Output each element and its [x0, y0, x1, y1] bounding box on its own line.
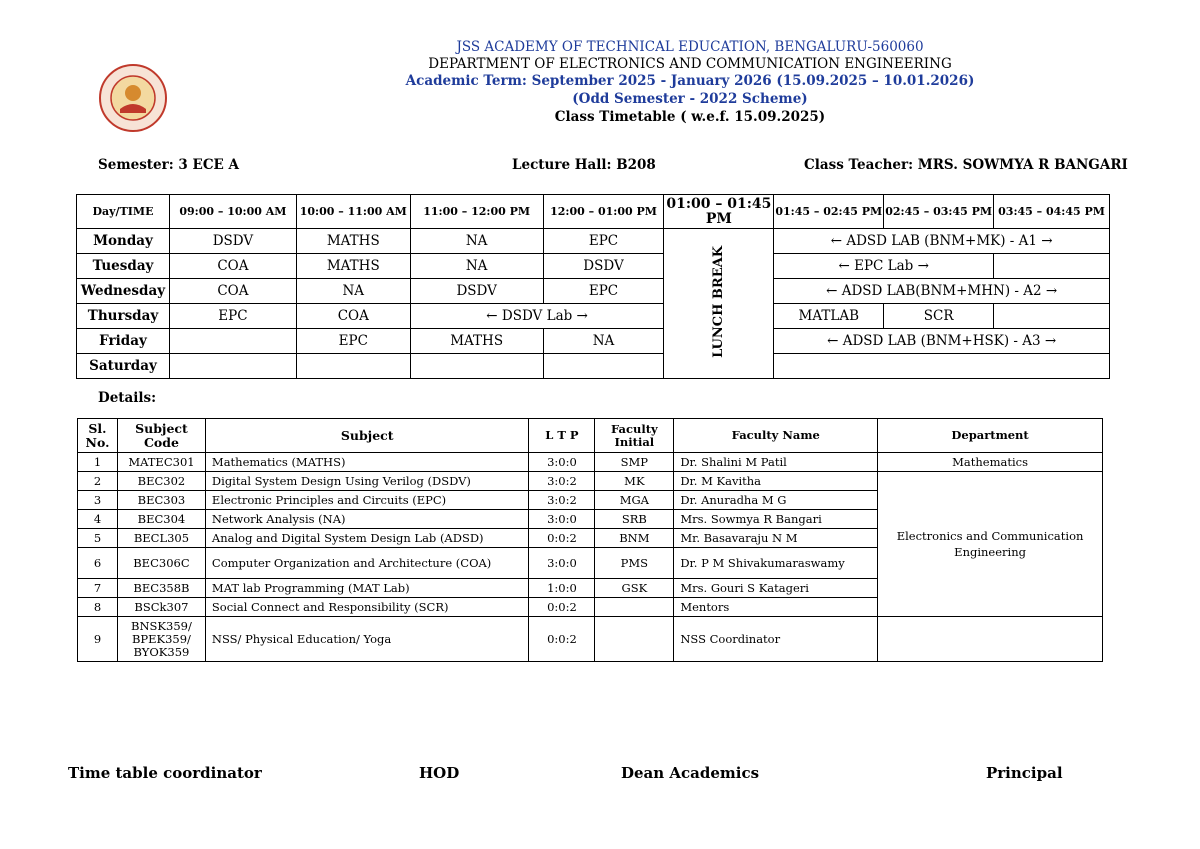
subject-name: Electronic Principles and Circuits (EPC) [205, 491, 529, 510]
college-logo [98, 63, 168, 133]
faculty-name: Dr. Anuradha M G [674, 491, 878, 510]
empty-cell [994, 304, 1110, 329]
period-cell: MATHS [296, 254, 410, 279]
subject-details-table [77, 418, 1103, 662]
signature-hod: HOD [419, 764, 460, 782]
period-cell: COA [169, 279, 296, 304]
timetable-row-tuesday [77, 254, 1110, 279]
faculty-initial: BNM [595, 529, 674, 548]
timetable-row-monday [77, 229, 1110, 254]
slot-header: 01:00 – 01:45 PM [664, 195, 774, 229]
ltp: 0:0:2 [529, 529, 595, 548]
period-cell: MATLAB [774, 304, 884, 329]
subject-code: BSCk307 [117, 598, 205, 617]
period-cell: SCR [884, 304, 994, 329]
ltp: 0:0:2 [529, 598, 595, 617]
sl-no: 9 [78, 617, 118, 662]
col-header: Subject Code [117, 419, 205, 453]
ltp: 1:0:0 [529, 579, 595, 598]
slot-header: 12:00 – 01:00 PM [543, 195, 664, 229]
sl-no: 1 [78, 453, 118, 472]
slot-header: 10:00 – 11:00 AM [296, 195, 410, 229]
lab-cell: ← ADSD LAB (BNM+MK) - A1 → [774, 229, 1110, 254]
period-cell: EPC [169, 304, 296, 329]
timetable-row-saturday [77, 354, 1110, 379]
faculty-initial: MGA [595, 491, 674, 510]
day-label: Friday [77, 329, 170, 354]
subject-code: BNSK359/ BPEK359/ BYOK359 [117, 617, 205, 662]
sl-no: 5 [78, 529, 118, 548]
sl-no: 4 [78, 510, 118, 529]
faculty-name: Mrs. Gouri S Katageri [674, 579, 878, 598]
department-cell: Mathematics [878, 453, 1103, 472]
sl-no: 8 [78, 598, 118, 617]
subject-name: Digital System Design Using Verilog (DSDV) [205, 472, 529, 491]
semester-label: Semester: 3 ECE A [98, 157, 240, 173]
period-cell: DSDV [410, 279, 543, 304]
signature-dean: Dean Academics [621, 764, 760, 782]
period-cell: MATHS [410, 329, 543, 354]
semester-scheme: (Odd Semester - 2022 Scheme) [572, 91, 808, 107]
empty-cell [169, 329, 296, 354]
slot-header: 03:45 – 04:45 PM [994, 195, 1110, 229]
faculty-name: Dr. M Kavitha [674, 472, 878, 491]
lunch-break-label: LUNCH BREAK [711, 245, 727, 358]
slot-header: 09:00 – 10:00 AM [169, 195, 296, 229]
timetable-header-row [77, 195, 1110, 229]
period-cell: NA [296, 279, 410, 304]
col-header: Sl. No. [78, 419, 118, 453]
details-header-row [78, 419, 1103, 453]
day-label: Saturday [77, 354, 170, 379]
academic-term: Academic Term: September 2025 - January 2026 (15.09.2025 – 10.01.2026) [405, 73, 975, 89]
subject-name: Network Analysis (NA) [205, 510, 529, 529]
faculty-name: Mrs. Sowmya R Bangari [674, 510, 878, 529]
ltp: 3:0:0 [529, 510, 595, 529]
slot-header: 01:45 – 02:45 PM [774, 195, 884, 229]
lab-cell: ← EPC Lab → [774, 254, 994, 279]
period-cell: EPC [543, 229, 664, 254]
table-row [78, 453, 1103, 472]
day-label: Thursday [77, 304, 170, 329]
col-header: Faculty Initial [595, 419, 674, 453]
empty-cell [994, 254, 1110, 279]
subject-name: Analog and Digital System Design Lab (ADSD) [205, 529, 529, 548]
day-label: Tuesday [77, 254, 170, 279]
department-cell [878, 617, 1103, 662]
period-cell: DSDV [543, 254, 664, 279]
empty-cell [410, 354, 543, 379]
lunch-break-cell [664, 229, 774, 379]
sl-no: 6 [78, 548, 118, 579]
faculty-name: Mentors [674, 598, 878, 617]
institution-name: JSS ACADEMY OF TECHNICAL EDUCATION, BENGALURU-560060 [456, 39, 924, 55]
ltp: 3:0:0 [529, 453, 595, 472]
timetable-title: Class Timetable ( w.e.f. 15.09.2025) [554, 109, 826, 125]
empty-cell [169, 354, 296, 379]
subject-name: MAT lab Programming (MAT Lab) [205, 579, 529, 598]
faculty-initial [595, 617, 674, 662]
col-header: Faculty Name [674, 419, 878, 453]
slot-header: 11:00 – 12:00 PM [410, 195, 543, 229]
faculty-name: Mr. Basavaraju N M [674, 529, 878, 548]
subject-code: BECL305 [117, 529, 205, 548]
subject-name: Computer Organization and Architecture (COA) [205, 548, 529, 579]
details-label: Details: [98, 390, 157, 406]
period-cell: COA [169, 254, 296, 279]
period-cell: EPC [296, 329, 410, 354]
table-row [78, 617, 1103, 662]
faculty-initial: PMS [595, 548, 674, 579]
period-cell: EPC [543, 279, 664, 304]
department-cell: Electronics and Communication Engineering [878, 472, 1103, 617]
signature-principal: Principal [986, 764, 1063, 782]
day-time-header: Day/TIME [77, 195, 170, 229]
timetable-grid [76, 194, 1110, 379]
empty-cell [296, 354, 410, 379]
subject-code: BEC303 [117, 491, 205, 510]
lab-cell: ← ADSD LAB (BNM+HSK) - A3 → [774, 329, 1110, 354]
faculty-name: Dr. Shalini M Patil [674, 453, 878, 472]
faculty-initial: SRB [595, 510, 674, 529]
ltp: 3:0:0 [529, 548, 595, 579]
timetable-row-wednesday [77, 279, 1110, 304]
subject-code: MATEC301 [117, 453, 205, 472]
timetable-row-thursday [77, 304, 1110, 329]
faculty-initial: MK [595, 472, 674, 491]
subject-name: Social Connect and Responsibility (SCR) [205, 598, 529, 617]
faculty-initial: SMP [595, 453, 674, 472]
subject-code: BEC358B [117, 579, 205, 598]
class-teacher: Class Teacher: MRS. SOWMYA R BANGARI [804, 157, 1128, 173]
period-cell: DSDV [169, 229, 296, 254]
period-cell: NA [543, 329, 664, 354]
empty-cell [543, 354, 664, 379]
table-row [78, 472, 1103, 491]
faculty-name: NSS Coordinator [674, 617, 878, 662]
slot-header: 02:45 – 03:45 PM [884, 195, 994, 229]
faculty-name: Dr. P M Shivakumaraswamy [674, 548, 878, 579]
faculty-initial: GSK [595, 579, 674, 598]
faculty-initial [595, 598, 674, 617]
lab-cell: ← ADSD LAB(BNM+MHN) - A2 → [774, 279, 1110, 304]
lab-cell: ← DSDV Lab → [410, 304, 664, 329]
sl-no: 7 [78, 579, 118, 598]
sl-no: 3 [78, 491, 118, 510]
empty-cell [774, 354, 1110, 379]
day-label: Monday [77, 229, 170, 254]
col-header: Department [878, 419, 1103, 453]
subject-code: BEC306C [117, 548, 205, 579]
signature-coordinator: Time table coordinator [68, 764, 262, 782]
period-cell: NA [410, 254, 543, 279]
period-cell: COA [296, 304, 410, 329]
day-label: Wednesday [77, 279, 170, 304]
subject-code: BEC304 [117, 510, 205, 529]
subject-name: NSS/ Physical Education/ Yoga [205, 617, 529, 662]
period-cell: MATHS [296, 229, 410, 254]
ltp: 3:0:2 [529, 472, 595, 491]
subject-code: BEC302 [117, 472, 205, 491]
subject-name: Mathematics (MATHS) [205, 453, 529, 472]
col-header: L T P [529, 419, 595, 453]
ltp: 0:0:2 [529, 617, 595, 662]
lecture-hall: Lecture Hall: B208 [512, 157, 656, 173]
department-name: DEPARTMENT OF ELECTRONICS AND COMMUNICATION ENGINEERING [428, 56, 952, 72]
ltp: 3:0:2 [529, 491, 595, 510]
sl-no: 2 [78, 472, 118, 491]
timetable-row-friday [77, 329, 1110, 354]
col-header: Subject [205, 419, 529, 453]
period-cell: NA [410, 229, 543, 254]
